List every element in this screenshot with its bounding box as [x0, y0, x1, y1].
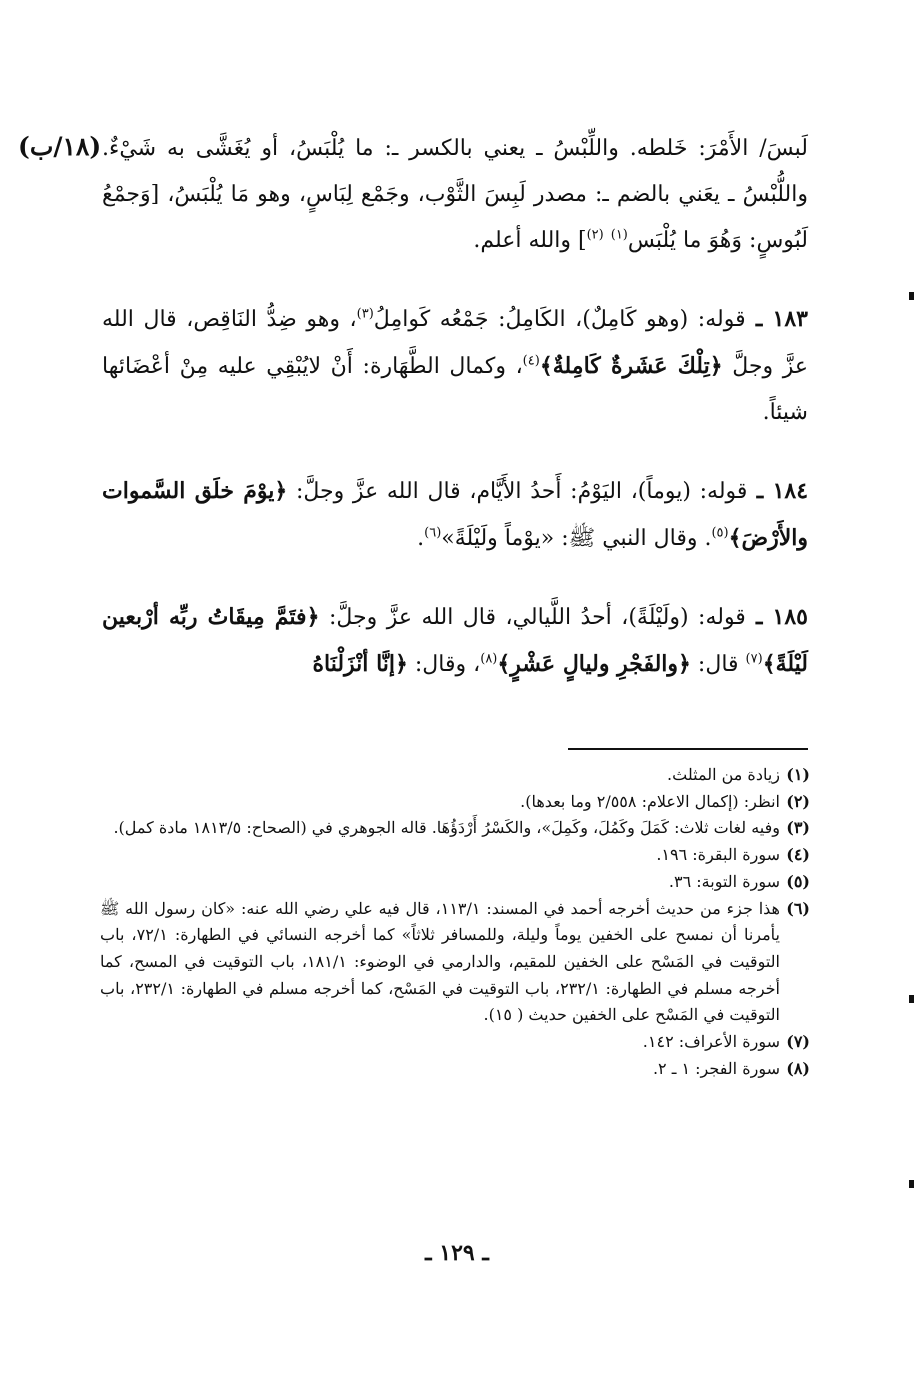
footnote-2 — [100, 789, 810, 816]
footnote-text: انظر: (إكمال الاعلام: ٢/٥٥٨ وما بعدها). — [520, 791, 780, 811]
text-run: . وقال النبي ﷺ: «يوْماً ولَيْلَةً» — [441, 526, 712, 551]
entry-number: ١٨٥ ـ — [745, 604, 808, 630]
footnote-number: (١) — [786, 765, 810, 784]
paragraph-184 — [102, 468, 808, 562]
footnote-text: وفيه لغات ثلاث: كَمَلَ وكَمُلَ، وكَمِلَ»، والكَسْرُ أَرْدَؤُهَا. قاله الجوهري في (الصحاح: ١٨١٣/٥ مادة كمل). — [113, 818, 780, 838]
entry-number: ١٨٤ ـ — [747, 478, 809, 504]
footnote-8 — [100, 1056, 810, 1083]
footnote-number: (٨) — [786, 1058, 810, 1078]
footnote-text: هذا جزء من حديث أخرجه أحمد في المسند: ١١٣/١، قال فيه علي رضي الله عنه: «كان رسول الله ﷺ يأمرنا أن نمسح على الخفين يوماً وليلة، وللمسافر ثلاثاً» كما أخرجه النسائي في الطهارة: ٧٢/١، باب التوقيت في المَسْح على الخفين للمقيم، والدارمي في الوضوء: ١٨١/١، باب التوقيت في المسح، كما أخرجه مسلم في الطهارة: ٢٣٢/١، باب التوقيت في المَسْح، كما أخرجه مسلم في الطهارة: ٢٣٢/١، باب التوقيت في المَسْح على الخفين حديث ( ١٥). — [100, 898, 781, 1025]
footnote-7 — [100, 1029, 810, 1056]
text-run: قال: — [690, 652, 746, 677]
edge-mark — [909, 995, 914, 1003]
main-text — [102, 126, 808, 720]
footnote-number: (٢) — [786, 791, 810, 811]
text-run: قوله: (ولَيْلَةً)، أحدُ اللَّيالي، قال الله عزَّ وجلَّ: — [319, 605, 746, 630]
footnote-5 — [100, 869, 810, 896]
quran-quote: ﴿يوْمَ خلَق السَّموات والأَرْضَ﴾ — [102, 478, 808, 551]
edge-mark — [909, 1180, 914, 1188]
footnote-ref: (٨) — [480, 651, 498, 667]
quran-quote: ﴿فتَمَّ مِيقَاتُ ربِّه أرْبعين لَيْلَةً﴾ — [102, 604, 808, 677]
entry-number: ١٨٣ ـ — [745, 306, 808, 332]
footnote-4 — [100, 842, 810, 869]
footnote-text: سورة التوبة: ٣٦. — [668, 871, 780, 891]
footnote-ref: (٤) — [522, 353, 540, 369]
text-run: قوله: (يوماً)، اليَوْمُ: أَحدُ الأَيَّام، قال الله عزَّ وجلَّ: — [287, 479, 748, 504]
footnote-number: (٧) — [786, 1032, 810, 1052]
text-run: ، وهو ضِدُّ النَاقِص، قال الله عزَّ وجلَّ — [102, 307, 808, 379]
footnotes — [100, 762, 810, 1082]
footnote-ref: (٣) — [356, 306, 374, 322]
footnote-ref: (٧) — [745, 651, 763, 667]
footnote-text: سورة البقرة: ١٩٦. — [656, 845, 780, 865]
footnote-ref: (٦) — [424, 525, 442, 541]
paragraph-intro — [102, 126, 808, 264]
footnote-6 — [100, 896, 810, 1030]
footnote-1 — [100, 762, 810, 789]
footnote-ref: (٥) — [711, 525, 729, 541]
footnote-separator — [568, 748, 808, 750]
footnote-text: زيادة من المثلث. — [667, 765, 780, 784]
footnote-number: (٥) — [786, 871, 810, 891]
page-number: ـ ١٢٩ ـ — [425, 1240, 489, 1266]
quran-quote: ﴿تِلْكَ عَشَرةٌ كَامِلةٌ﴾ — [539, 353, 723, 379]
edge-mark — [909, 292, 914, 300]
quran-quote: ﴿إنَّا أنْزَلْنَاهُ — [312, 651, 408, 677]
quran-quote: ﴿والفَجْرِ وليالٍ عَشْرٍ﴾ — [497, 651, 691, 677]
footnote-text: سورة الفجر: ١ ـ ٢. — [652, 1058, 780, 1078]
footnote-3 — [100, 815, 810, 842]
footnote-ref: (٢) — [586, 227, 604, 243]
text-run: ] والله أعلم. — [473, 228, 587, 253]
folio-margin-note: (١٨/ب) — [18, 132, 102, 161]
paragraph-185 — [102, 594, 808, 688]
text-run — [604, 228, 611, 253]
text-run: لَبسَ/ الأَمْرَ: خَلطه. واللِّبْسُ ـ يعني بالكسر ـ: ما يُلْبَسُ، أو يُغَشَّى به شَيْءٌ. واللُّبْسُ ـ يعَني بالضم ـ: مصدر لَبِسَ الثَّوْب، وجَمْع لِبَاسٍ، وهو مَا يُلْبَسُ، [وَجمْعُ لَبُوسٍ: وَهُوَ ما يُلْبَس — [102, 136, 808, 253]
text-run: . — [417, 526, 425, 551]
paragraph-183 — [102, 296, 808, 436]
footnote-ref: (١) — [610, 227, 628, 243]
text-run: ، وقال: — [407, 652, 481, 677]
footnote-number: (٦) — [786, 898, 810, 918]
footnote-number: (٣) — [786, 818, 810, 838]
text-run: ، وكمال الطَّهَارة: أَنْ لايُبْقِي عليه مِنْ أعْضَائها شيئاً. — [102, 354, 808, 425]
text-run: قوله: (وهو كَامِلٌ)، الكَامِلُ: جَمْعُه كَوامِلُ — [373, 307, 746, 332]
footnote-text: سورة الأعراف: ١٤٢. — [642, 1032, 780, 1052]
footnote-number: (٤) — [786, 845, 810, 865]
